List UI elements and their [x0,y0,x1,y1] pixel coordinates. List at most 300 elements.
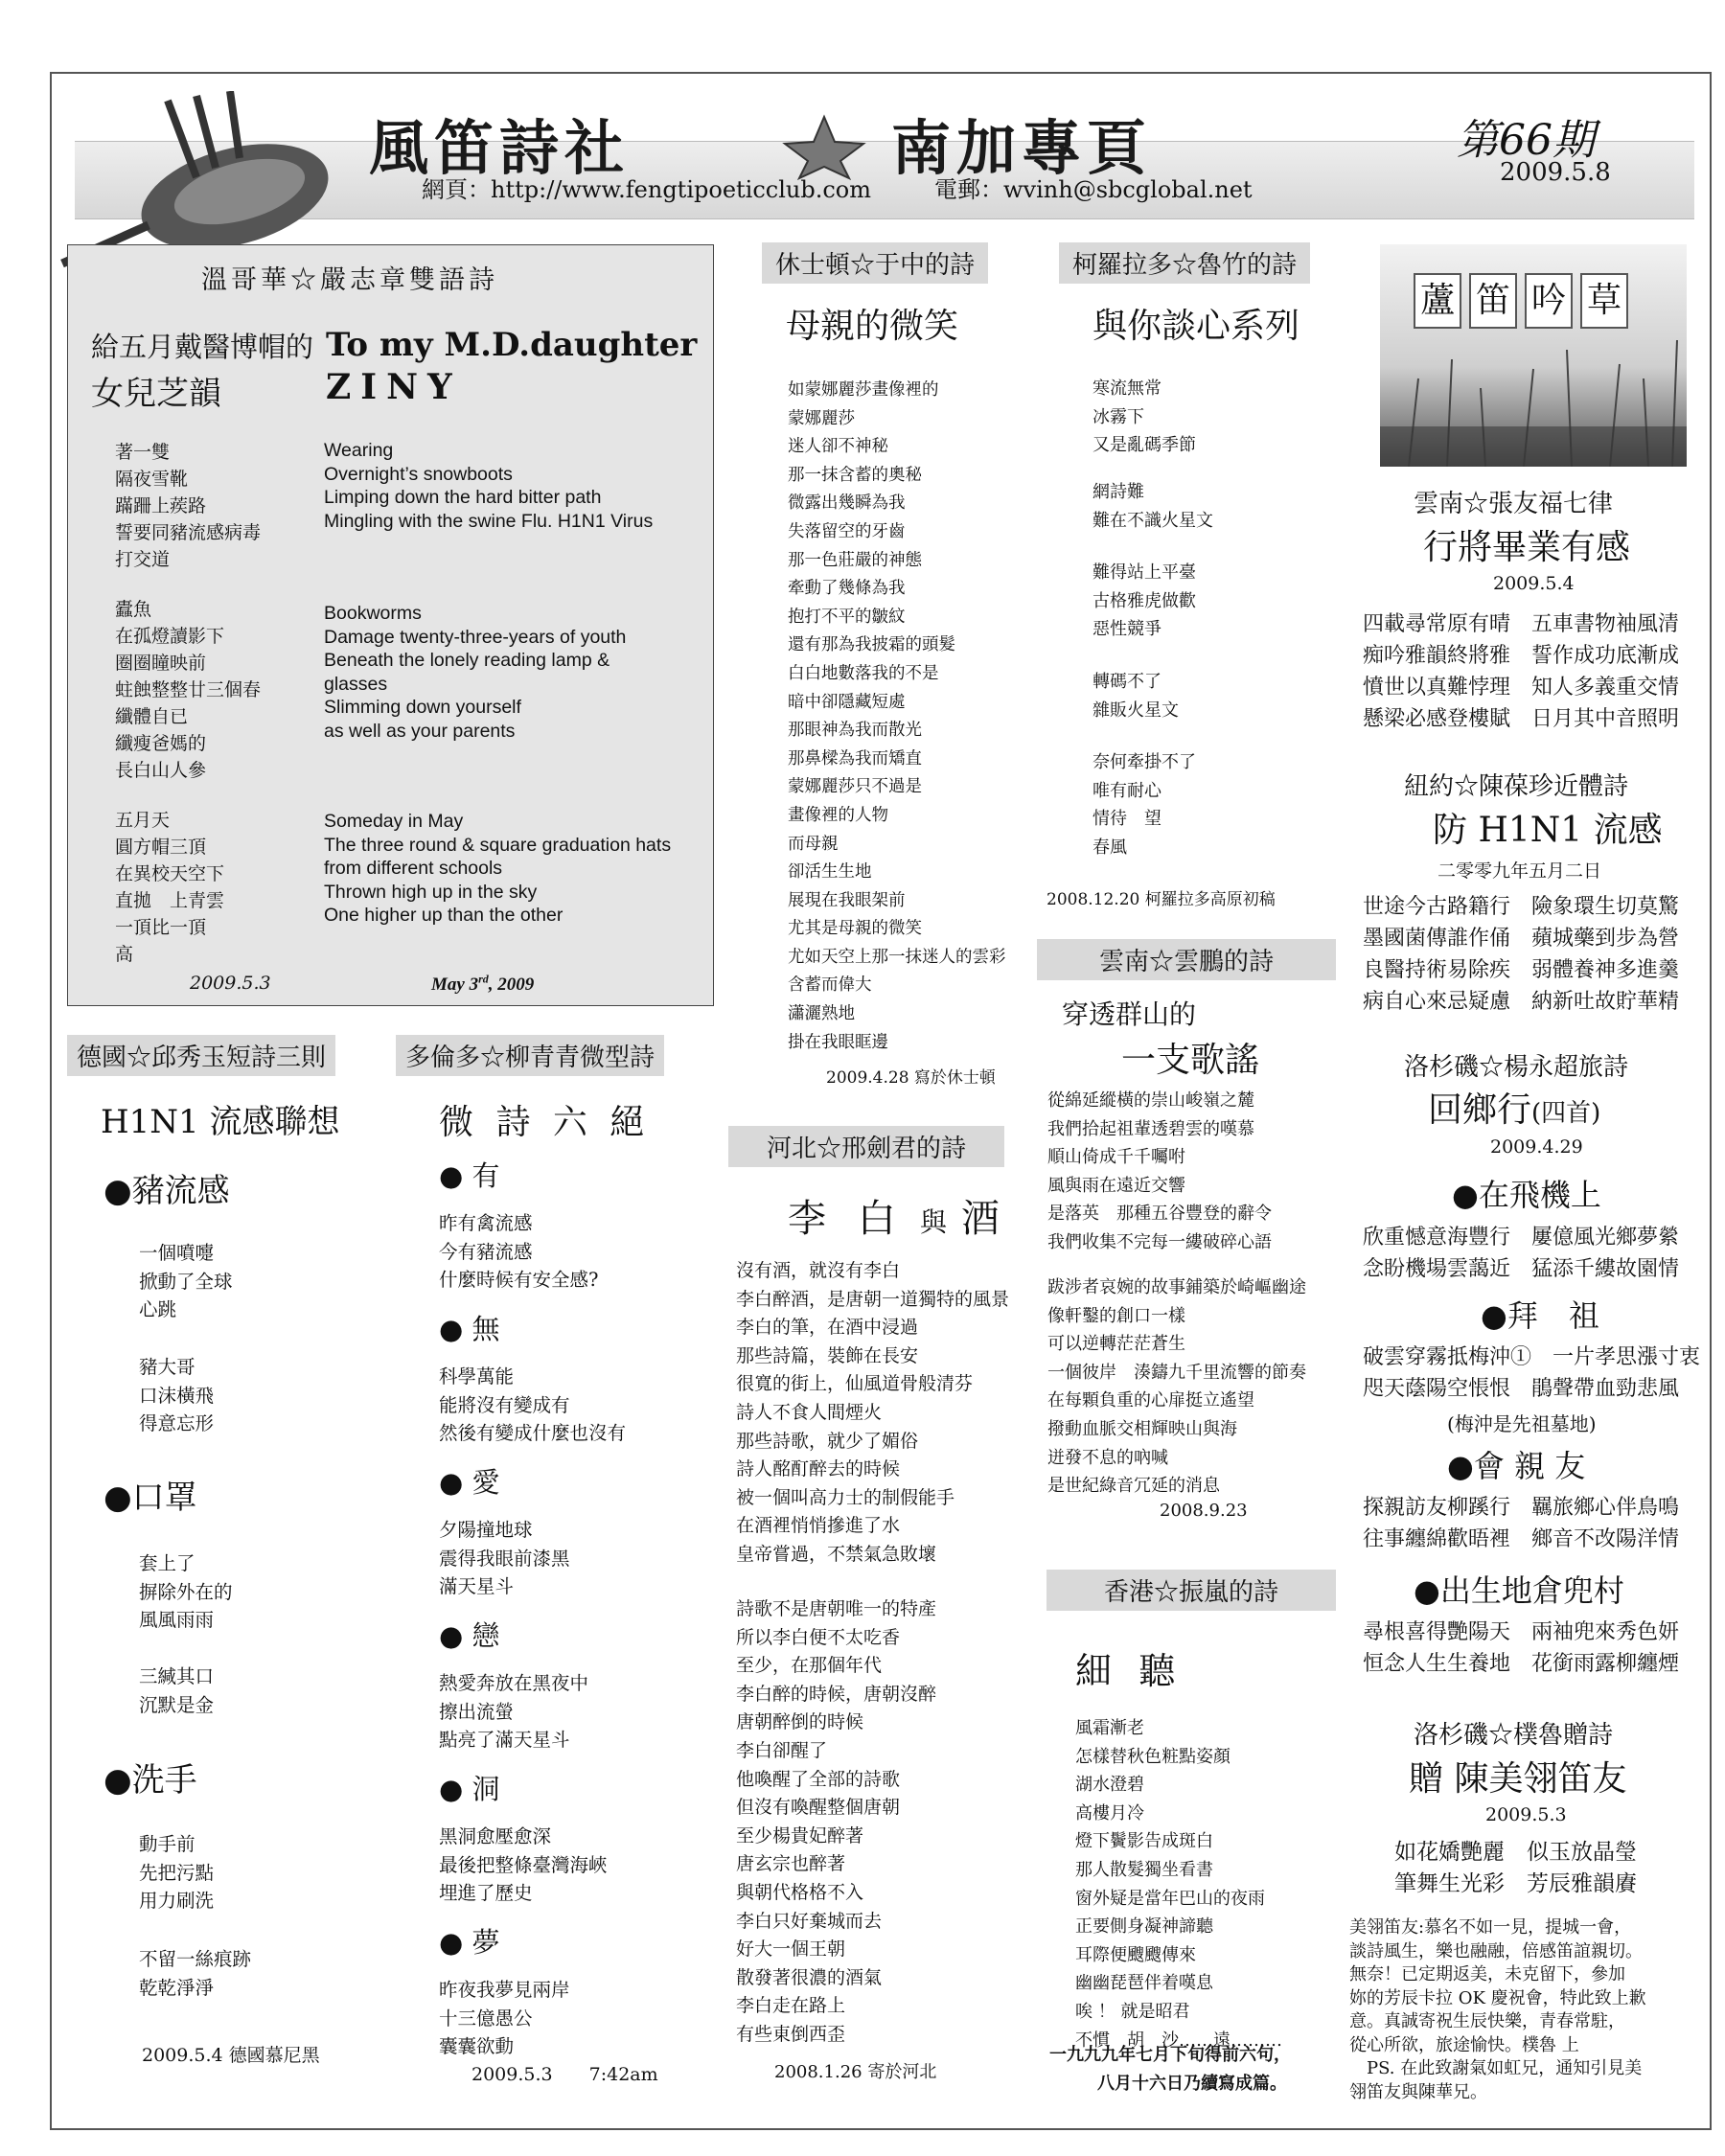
verse-line: 纖瘦爸媽的 [115,733,207,754]
verse-line: 沉默是金 [139,1693,215,1716]
verse-line: 情待 望 [1092,809,1162,830]
verse-line: 李白的筆，在酒中浸過 [736,1317,919,1339]
en-stanza-3 [324,810,671,928]
verse-line: 瀟灑熟地 [788,1004,855,1024]
verse-line: 掛在我眼眶邊 [788,1032,888,1052]
verse-line: 憤世以真難悖理 [1363,676,1511,700]
verse-line: 弱體養神多進羹 [1531,958,1680,982]
verse-line: 失落留空的牙齒 [788,521,906,541]
verse-line: 口沫橫飛 [139,1384,215,1407]
qiu-signature: 2009.5.4 德國慕尼黑 [142,2045,320,2066]
verse-line: 至少楊貴妃醉著 [736,1824,864,1846]
verse-line: 科學萬能 [439,1365,515,1388]
verse-line: 順山倚成千千囑咐 [1047,1147,1185,1168]
verse-line: 皇帝嘗過，不禁氣急敗壞 [736,1543,937,1565]
verse-line: 是世紀綠音冗延的消息 [1047,1476,1220,1497]
verse-line: 轉碼不了 [1092,672,1162,692]
verse-line: 墨國菌傳誰作俑 [1363,927,1511,951]
yu-lines [788,377,1006,1057]
chen-date: 二零零九年五月二日 [1438,860,1602,882]
verse-line: 微露出幾瞬為我 [788,493,906,514]
lu-stanza-2 [1092,479,1213,536]
verse-line: 高 [115,944,134,965]
prose-line: 妳的芳辰卡拉 OK 慶祝會，特此致上歉 [1349,1987,1646,2008]
verse-line: 那些詩歌，就少了媚俗 [736,1430,919,1452]
verse-line: 是落英 那種五谷豐登的辭令 [1047,1204,1272,1225]
liu-item-4-lines [439,1669,588,1755]
en-stanza-1 [324,439,653,533]
yang-heading: 洛杉磯☆楊永超旅詩 [1404,1053,1629,1082]
yunpeng-title-1: 穿透群山的 [1062,998,1197,1030]
banner-char: 吟 [1525,273,1573,329]
prose-line: 美翎笛友:慕名不如一見，提城一會， [1349,1917,1632,1938]
verse-line: 抱打不平的皺紋 [788,607,906,627]
verse-line: 先把污點 [139,1861,215,1884]
verse-line: 破雲穿霧抵梅沖① [1363,1345,1532,1369]
verse-line: 不留一絲痕跡 [139,1948,252,1970]
verse-line: Bookworms [324,603,422,624]
verse-line: 好大一個王朝 [736,1938,846,1961]
qiu-s2-b [139,1663,214,1719]
verse-line: 含蓄而偉大 [788,975,872,996]
liu-item-3-lines [439,1516,570,1601]
verse-line: 暗中卻隱藏短處 [788,692,906,712]
verse-line: 我們收集不完每一縷破碎心語 [1047,1231,1272,1252]
verse-line: 病自心來忌疑慮 [1363,990,1511,1014]
yang-title-main: 回鄉行 [1428,1090,1532,1130]
liu-item-6-bullet: ● 夢 [439,1926,500,1959]
qiu-s2-a [139,1549,233,1635]
zhenlan-lines [1075,1715,1282,2055]
liu-item-4-bullet: ● 戀 [439,1619,500,1652]
verse-line: 唐朝醉倒的時候 [736,1711,864,1733]
zhenlan-heading: 香港☆振嵐的詩 [1046,1570,1336,1611]
yang-title [1428,1083,1600,1132]
verse-line: 那一抹含蓄的奧秘 [788,465,922,485]
verse-line: 沒有酒，就沒有李白 [736,1260,901,1281]
verse-line: 蒙娜麗莎只不過是 [788,777,922,797]
verse-line: 李白醉酒，是唐朝一道獨特的風景 [736,1288,1010,1310]
xing-title-c: 酒 [960,1197,1000,1241]
qiu-s1-a [139,1239,233,1324]
xing-title-a: 李 白 [788,1197,906,1241]
page-title-right: 南加專頁 [891,113,1153,183]
verse-line: 豬大哥 [139,1356,196,1378]
liu-item-1-bullet: ● 有 [439,1159,500,1192]
verse-line: 四載尋常原有晴 [1363,612,1511,636]
qiu-s3-a [139,1830,214,1915]
verse-line: 念盼機場雲藹近 [1363,1257,1511,1281]
lu-stanza-1 [1092,377,1196,462]
verse-line: 那鼻樑為我而矯直 [788,748,922,768]
verse-line: 在每顆負重的心扉挺立遙望 [1047,1390,1254,1411]
liu-item-1-lines [439,1209,598,1295]
verse-line: 黑洞愈壓愈深 [439,1825,552,1847]
verse-line: 圈圈瞳映前 [115,653,207,674]
verse-line: 雜販火星文 [1092,700,1179,721]
verse-line: Beneath the lonely reading lamp & [324,650,610,671]
lu-signature: 2008.12.20 柯羅拉多高原初稿 [1046,890,1276,909]
verse-line: 詩歌不是唐朝唯一的特產 [736,1598,937,1619]
verse-line: 詩人酩酊醉去的時候 [736,1458,901,1480]
pulu-prose [1349,1916,1646,2104]
en-title-2: ZINY [326,367,462,407]
verse-line: 熱愛奔放在黑夜中 [439,1672,589,1694]
verse-line: 風霜漸老 [1075,1718,1144,1738]
verse-line: 詩人不食人間煙火 [736,1401,883,1423]
issue-date: 2009.5.8 [1500,158,1611,187]
verse-line: 最後把整條臺灣海峽 [439,1853,608,1876]
verse-line: 那一色莊嚴的神態 [788,550,922,570]
yang-s4-title: ●出生地倉兜村 [1414,1572,1624,1609]
bilingual-heading: 溫哥華☆嚴志章雙語詩 [201,265,498,295]
verse-line: 打交道 [115,549,171,570]
verse-line: 又是亂碼季節 [1092,435,1196,456]
qiu-section-1-title: ●豬流感 [104,1172,230,1210]
verse-line: 如花嬌艷麗 [1394,1840,1505,1865]
verse-line: 誓作成功底漸成 [1531,644,1680,668]
verse-line: Damage twenty-three-years of youth [324,626,627,648]
liu-item-3-bullet: ● 愛 [439,1466,500,1499]
verse-line: 隔夜雪靴 [115,469,189,490]
verse-line: 我們拾起祖輩透碧雲的嘆慕 [1047,1118,1254,1139]
lu-stanza-3 [1092,561,1196,646]
en-date [431,973,534,996]
verse-line: 蹣跚上蒺路 [115,495,207,516]
lu-heading: 柯羅拉多☆魯竹的詩 [1059,242,1310,284]
verse-line: Limping down the hard bitter path [324,487,602,508]
verse-line: 震得我眼前漆黑 [439,1547,570,1570]
verse-line: 夕陽撞地球 [439,1519,533,1541]
verse-line: 蛀蝕整整廿三個春 [115,679,262,700]
verse-line: 迸發不息的吶喊 [1047,1447,1168,1468]
verse-line: 李白走在路上 [736,1995,846,2017]
yang-s1-lines [1363,1222,1679,1285]
verse-line: Mingling with the swine Flu. H1N1 Virus [324,510,654,532]
verse-line: 李白卻醒了 [736,1739,828,1761]
yunpeng-lines-2 [1047,1274,1306,1502]
yang-s2-lines [1363,1342,1700,1405]
qiu-heading: 德國☆邱秀玉短詩三則 [67,1035,335,1076]
verse-line: 唉 ！ 就是昭君 [1075,2001,1190,2022]
verse-line: 三緘其口 [139,1665,215,1687]
cn-stanza-2 [115,596,261,784]
prose-line: 意。真誠寄祝生辰快樂，青春常駐， [1349,2011,1625,2031]
verse-line: Slimming down yourself [324,697,521,718]
pulu-heading: 洛杉磯☆樸魯贈詩 [1414,1721,1614,1750]
zhenlan-note-2: 八月十六日乃續寫成篇。 [1097,2074,1287,2094]
zhenlan-note-1: 一九九九年七月下旬得前六句， [1049,2045,1291,2065]
verse-line: 卻活生生地 [788,862,872,883]
verse-line: 寒流無常 [1092,378,1162,399]
verse-line: from different schools [324,858,503,879]
verse-line: 探親訪友柳蹊行 [1363,1496,1511,1520]
prose-line: PS. 在此致謝氣如虹兄，通知引見美 [1349,2058,1643,2078]
verse-line: 耳際便颼颼傳來 [1075,1944,1196,1965]
prose-line: 談詩風生，樂也融融，倍感笛誼親切。 [1349,1940,1643,1961]
verse-line: 那眼神為我而散光 [788,721,922,741]
qiu-section-3-title: ●洗手 [104,1761,197,1800]
verse-line: 一個彼岸 湊鑄九千里流響的節奏 [1047,1362,1306,1383]
verse-line: 兩袖兜來秀色妍 [1531,1620,1680,1644]
verse-line: 難得站上平臺 [1092,562,1196,583]
yang-s3-lines [1363,1492,1679,1555]
verse-line: 但沒有喚醒整個唐朝 [736,1797,901,1819]
en-stanza-2 [324,602,626,743]
liu-title: 微 詩 六 絕 [439,1103,651,1142]
liu-item-2-bullet: ● 無 [439,1313,500,1345]
verse-line: 似玉放晶瑩 [1527,1840,1637,1865]
yang-s1-title: ●在飛機上 [1452,1177,1601,1213]
verse-line: 埋進了歷史 [439,1882,533,1905]
prose-line: 無奈！已定期返美，未克留下，參加 [1349,1964,1625,1984]
lu-stanza-5 [1092,749,1196,862]
verse-line: 得意忘形 [139,1412,215,1435]
cn-title-1: 給五月戴醫博帽的 [91,331,314,363]
cn-title-2: 女兒芝韻 [91,375,221,413]
verse-line: 昨夜我夢見兩岸 [439,1979,570,2001]
verse-line: 一個噴嚏 [139,1242,215,1264]
qiu-section-2-title: ●口罩 [104,1479,197,1517]
verse-line: 擦出流螢 [439,1700,515,1723]
verse-line: 直拋 上青雲 [115,890,225,911]
zhang-title: 行將畢業有感 [1423,528,1631,567]
verse-line: 風風雨雨 [139,1609,215,1632]
xing-title-b: 與 [919,1206,947,1238]
banner-char: 笛 [1469,273,1517,329]
verse-line: 他喚醒了全部的詩歌 [736,1768,901,1790]
email-link[interactable]: 電郵：wvinh@sbcglobal.net [934,176,1253,203]
verse-line: 咫天蔭陽空悵恨 [1363,1377,1511,1401]
verse-line: 納新吐故貯華精 [1531,990,1680,1014]
lu-stanza-4 [1092,669,1179,725]
yang-title-sub: (四首) [1531,1099,1601,1128]
page-title-left: 風笛詩社 [369,113,631,183]
liu-item-5-bullet: ● 洞 [439,1773,500,1805]
verse-line: 與朝代格格不入 [736,1881,864,1903]
verse-line: 展現在我眼架前 [788,890,906,910]
verse-line: 那些詩篇，裝飾在長安 [736,1344,919,1366]
verse-line: 世途今古路籍行 [1363,895,1511,919]
verse-line: as well as your parents [324,720,516,742]
verse-line: 很寬的街上，仙風道骨般清芬 [736,1373,974,1395]
liu-item-6-lines [439,1976,570,2061]
verse-line: 懸梁必感登樓賦 [1363,707,1511,731]
verse-line: 纖體自已 [115,706,189,727]
verse-line: 有些東倒西歪 [736,2023,846,2045]
verse-line: 所以李白便不太吃香 [736,1626,901,1648]
zhang-heading: 雲南☆張友福七律 [1414,490,1614,518]
verse-line: 一片孝思漲寸衷 [1552,1345,1701,1369]
verse-line: 往事纏綿歡晤裡 [1363,1527,1511,1551]
verse-line: 動手前 [139,1833,196,1855]
verse-line: 芳辰雅韻賡 [1527,1871,1637,1896]
verse-line: 湖水澄碧 [1075,1775,1144,1796]
verse-line: 圓方帽三頂 [115,837,207,858]
verse-line: 還有那為我披霜的頭髮 [788,635,955,655]
yang-s4-lines [1363,1617,1679,1680]
verse-line: 什麼時候有安全感? [439,1269,599,1292]
verse-line: 幽幽琵琶伴着嘆息 [1075,1973,1213,1994]
verse-line: 而母親 [788,834,839,854]
verse-line: 如蒙娜麗莎畫像裡的 [788,380,939,400]
xing-title [788,1188,1000,1243]
verse-line: 李白醉的時候，唐朝沒醉 [736,1683,937,1705]
verse-line: glasses [324,673,388,695]
verse-line: 痴吟雅韻終將雅 [1363,644,1511,668]
cn-date: 2009.5.3 [190,973,271,994]
qiu-s1-b [139,1353,214,1438]
banner-char: 草 [1580,273,1628,329]
verse-line: 可以逆轉茫茫蒼生 [1047,1334,1185,1355]
verse-line: 唐玄宗也醉著 [736,1853,846,1875]
yang-s3-title: ●會 親 友 [1447,1448,1586,1484]
verse-line: 難在不識火星文 [1092,510,1213,531]
verse-line: 摒除外在的 [139,1580,233,1603]
verse-line: 著一雙 [115,442,171,463]
cn-stanza-1 [115,439,261,573]
verse-line: 險象環生切莫驚 [1531,895,1680,919]
verse-line: 掀動了全球 [139,1270,233,1293]
yang-s2-note: (梅沖是先祖墓地) [1447,1412,1597,1435]
verse-line: 鄉音不改陽洋情 [1531,1527,1680,1551]
verse-line: 被一個叫高力士的制假能手 [736,1486,955,1508]
verse-line: 五車書物袖風清 [1531,612,1680,636]
verse-line: 今有豬流感 [439,1240,533,1263]
yunpeng-heading: 雲南☆雲鵬的詩 [1037,939,1336,980]
yunpeng-signature: 2008.9.23 [1160,1501,1248,1521]
verse-line: Thrown high up in the sky [324,881,538,903]
yang-date: 2009.4.29 [1490,1136,1583,1158]
verse-line: 乾乾淨淨 [139,1976,215,1999]
prose-line: 翎笛友與陳華兄。 [1349,2081,1487,2102]
verse-line: 迷人卻不神秘 [788,437,888,457]
verse-line: 恒念人生生養地 [1363,1652,1511,1676]
issue-number: 第66期 [1457,116,1595,165]
pulu-date: 2009.5.3 [1485,1804,1567,1825]
qiu-s3-b [139,1945,251,2002]
verse-line: One higher up than the other [324,905,564,926]
verse-line: 跋涉者哀婉的故事鋪築於崎嶇幽途 [1047,1277,1306,1297]
verse-line: 古格雅虎做歡 [1092,590,1196,611]
xing-lines-1 [736,1257,1009,1570]
verse-line: 心跳 [139,1298,177,1321]
verse-line: 欣重憾意海豐行 [1363,1226,1511,1250]
verse-line: 不慣 胡 沙……遠……… [1075,2030,1282,2051]
verse-line: 燈下鬢影告成斑白 [1075,1831,1213,1852]
zhang-lines [1363,608,1679,735]
verse-line: Wearing [324,440,394,461]
verse-line: 像軒鑿的創口一樣 [1047,1305,1185,1326]
verse-line: 花銜雨露柳纏煙 [1531,1652,1680,1676]
verse-line: 尤其是母親的微笑 [788,919,922,939]
zhang-date: 2009.5.4 [1493,573,1575,594]
verse-line: The three round & square graduation hats [324,834,672,856]
verse-line: 高樓月冷 [1075,1802,1144,1823]
verse-line: 蘋城藥到步為營 [1531,927,1680,951]
luzhi-banner [1414,273,1628,329]
verse-line: 知人多義重交情 [1531,676,1680,700]
yu-signature: 2009.4.28 寫於休士頓 [826,1068,996,1088]
verse-line: 至少，在那個年代 [736,1655,883,1677]
verse-line: 怎樣替秋色粧點姿顏 [1075,1746,1230,1767]
en-date-text: May 3rd, 2009 [431,973,535,996]
verse-line: 在異校天空下 [115,863,225,884]
verse-line: 一頂比一頂 [115,917,207,938]
verse-line: 撥動血脈交相輝映山與海 [1047,1418,1237,1439]
verse-line: 畫像裡的人物 [788,805,888,825]
zhenlan-title: 細 聽 [1075,1650,1184,1692]
verse-line: 正要側身凝神諦聽 [1075,1916,1213,1938]
verse-line: 那人散髮獨坐看書 [1075,1859,1213,1880]
verse-line: 良醫持術易除疾 [1363,958,1511,982]
verse-line: 蠹魚 [115,599,152,620]
liu-heading: 多倫多☆柳青青微型詩 [396,1035,664,1076]
verse-line: 風與雨在遠近交響 [1047,1175,1185,1196]
verse-line: 散發著很濃的酒氣 [736,1966,883,1988]
xing-signature: 2008.1.26 寄於河北 [774,2062,937,2082]
verse-line: 滿天星斗 [439,1575,515,1598]
cn-stanza-3 [115,807,224,968]
website-link[interactable]: 網頁：http://www.fengtipoeticclub.com [422,176,871,203]
verse-line: 能將沒有變成有 [439,1393,570,1416]
verse-line: 李白只好棄城而去 [736,1910,883,1932]
verse-line: 五月天 [115,810,171,831]
verse-line: 冰霧下 [1092,406,1144,427]
pulu-title: 贈 陳美翎笛友 [1409,1759,1627,1799]
chen-lines [1363,891,1679,1018]
qiu-title: H1N1 流感聯想 [101,1103,340,1141]
verse-line: 昨有禽流感 [439,1212,533,1234]
verse-line: 猛添千縷故園情 [1531,1257,1680,1281]
yang-s2-title: ●拜 祖 [1481,1297,1599,1334]
verse-line: 屢億風光鄉夢縈 [1531,1226,1680,1250]
verse-line: 十三億愚公 [439,2007,533,2030]
en-title-1: To my M.D.daughter [326,326,698,364]
verse-line: 春風 [1092,837,1127,858]
verse-line: 在孤燈讀影下 [115,626,225,647]
yunpeng-lines-1 [1047,1088,1272,1258]
verse-line: 從綿延縱橫的崇山峻嶺之麓 [1047,1090,1254,1111]
verse-line: 白白地數落我的不是 [788,663,939,683]
lu-title: 與你談心系列 [1092,307,1300,346]
verse-line: 窗外疑是當年巴山的夜雨 [1075,1888,1265,1909]
verse-line: Overnight’s snowboots [324,463,513,485]
verse-line: 套上了 [139,1552,196,1574]
verse-line: 長白山人參 [115,760,207,781]
verse-line: 鵑聲帶血勁悲風 [1531,1377,1680,1401]
yu-heading: 休士頓☆于中的詩 [762,242,988,284]
verse-line: 日月其中音照明 [1531,707,1680,731]
verse-line: 唯有耐心 [1092,780,1162,801]
chen-title: 防 H1N1 流感 [1433,811,1663,850]
liu-item-2-lines [439,1363,626,1448]
verse-line: 惡性競爭 [1092,619,1162,640]
verse-line: Someday in May [324,811,464,832]
verse-line: 蒙娜麗莎 [788,408,855,428]
verse-line: 尤如天空上那一抹迷人的雲彩 [788,947,1006,967]
xing-heading: 河北☆邢劍君的詩 [728,1126,1004,1167]
chen-heading: 紐約☆陳葆珍近體詩 [1404,772,1629,801]
verse-line: 尋根喜得艷陽天 [1363,1620,1511,1644]
verse-line: 網詩難 [1092,482,1144,502]
xing-lines-2 [736,1595,936,2050]
yu-title: 母親的微笑 [786,307,959,346]
verse-line: 誓要同豬流感病毒 [115,522,262,543]
verse-line: 囊囊欲動 [439,2035,515,2058]
banner-char: 蘆 [1414,273,1461,329]
pulu-lines [1394,1837,1637,1900]
